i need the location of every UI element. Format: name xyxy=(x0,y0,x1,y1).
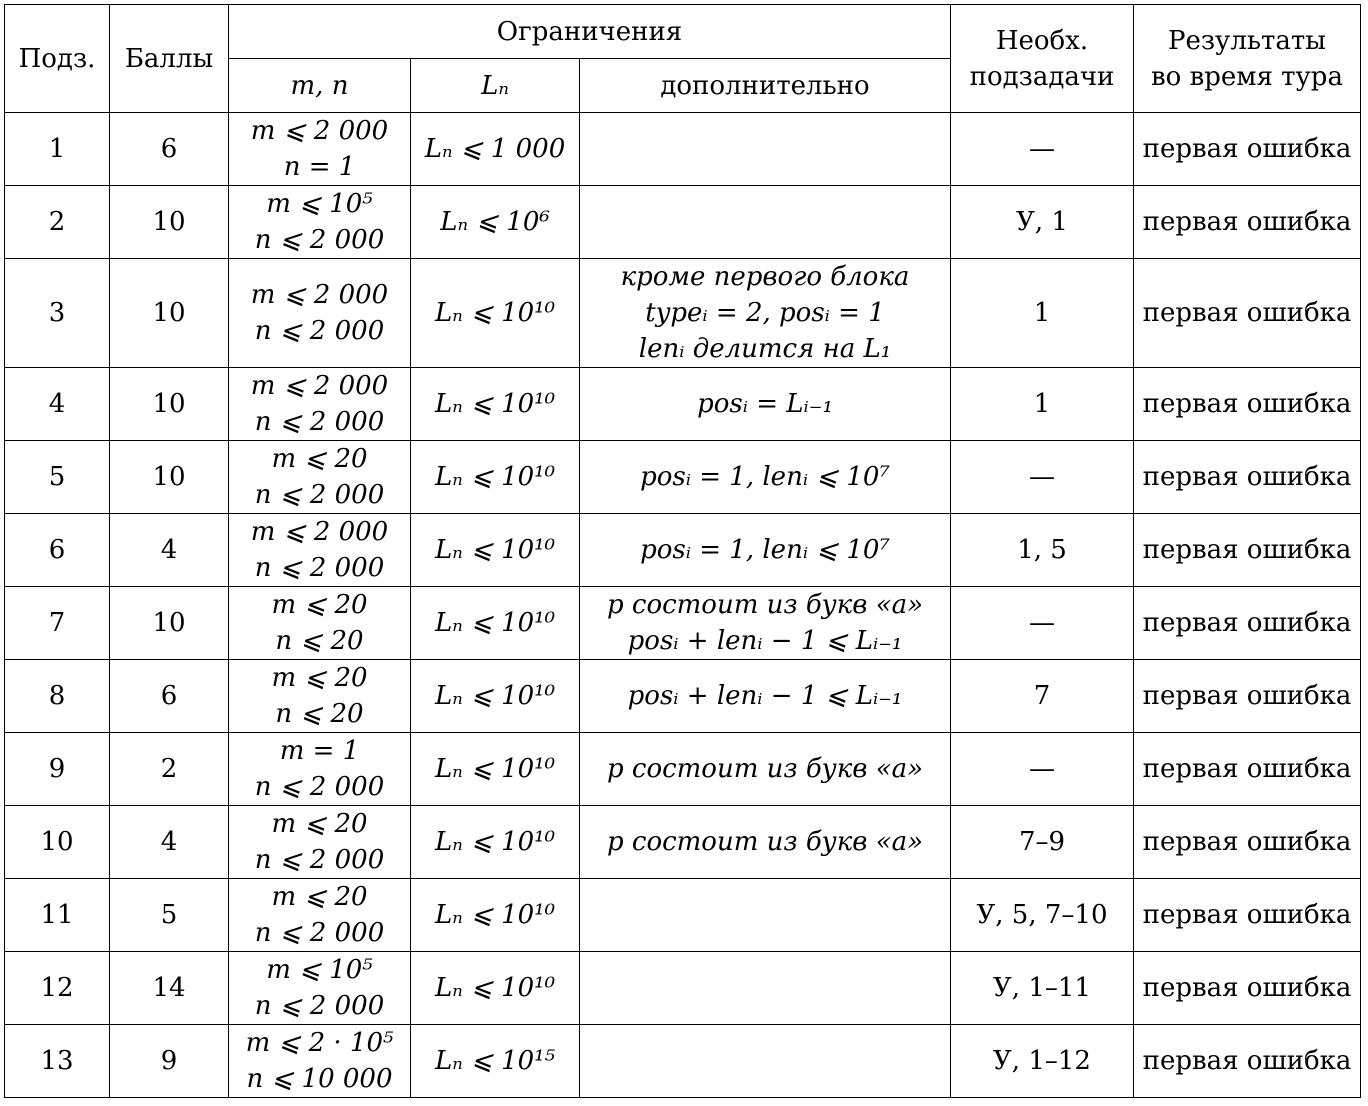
cell-points: 4 xyxy=(110,806,229,879)
cell-points: 10 xyxy=(110,259,229,368)
header-ln: Lₙ xyxy=(411,59,580,113)
header-points: Баллы xyxy=(110,5,229,113)
cell-n-constraint: n ⩽ 2 000 xyxy=(254,918,385,948)
additional-line: posᵢ = 1, lenᵢ ⩽ 10⁷ xyxy=(640,462,890,492)
additional-line: p состоит из букв «a» xyxy=(606,754,924,784)
header-additional: дополнительно xyxy=(580,59,951,113)
header-required-line2: подзадачи xyxy=(969,61,1115,92)
cell-additional xyxy=(580,733,951,806)
cell-m-constraint: m ⩽ 2 000 xyxy=(250,280,389,310)
cell-required: — xyxy=(951,733,1134,806)
cell-additional xyxy=(580,879,951,952)
cell-required: У, 1 xyxy=(951,186,1134,259)
cell-results: первая ошибка xyxy=(1134,587,1361,660)
cell-m-constraint: m ⩽ 2 000 xyxy=(250,517,389,547)
table-row xyxy=(5,441,1361,514)
cell-additional xyxy=(580,587,951,660)
cell-results: первая ошибка xyxy=(1134,368,1361,441)
cell-subtask: 2 xyxy=(5,186,110,259)
cell-results: первая ошибка xyxy=(1134,514,1361,587)
cell-m-constraint: m ⩽ 20 xyxy=(271,663,368,693)
table-row xyxy=(5,368,1361,441)
cell-required: У, 1–11 xyxy=(951,952,1134,1025)
cell-mn xyxy=(229,514,411,587)
cell-m-constraint: m ⩽ 10⁵ xyxy=(266,955,373,985)
additional-line: lenᵢ делится на L₁ xyxy=(638,334,892,364)
cell-ln: Lₙ ⩽ 10¹⁰ xyxy=(411,879,580,952)
cell-n-constraint: n ⩽ 2 000 xyxy=(254,991,385,1021)
cell-additional xyxy=(580,113,951,186)
additional-line: кроме первого блока xyxy=(620,262,910,292)
cell-results: первая ошибка xyxy=(1134,733,1361,806)
cell-points: 9 xyxy=(110,1025,229,1098)
cell-additional xyxy=(580,514,951,587)
cell-subtask: 1 xyxy=(5,113,110,186)
cell-points: 4 xyxy=(110,514,229,587)
cell-required: У, 5, 7–10 xyxy=(951,879,1134,952)
cell-ln: Lₙ ⩽ 10¹⁰ xyxy=(411,368,580,441)
cell-results: первая ошибка xyxy=(1134,660,1361,733)
cell-results: первая ошибка xyxy=(1134,186,1361,259)
cell-m-constraint: m ⩽ 2 000 xyxy=(250,116,389,146)
cell-additional xyxy=(580,368,951,441)
cell-ln: Lₙ ⩽ 1 000 xyxy=(411,113,580,186)
table-row xyxy=(5,514,1361,587)
additional-line: posᵢ + lenᵢ − 1 ⩽ Lᵢ₋₁ xyxy=(627,681,903,711)
cell-required: 7 xyxy=(951,660,1134,733)
cell-n-constraint: n ⩽ 20 xyxy=(275,626,364,656)
cell-additional xyxy=(580,952,951,1025)
cell-results: первая ошибка xyxy=(1134,952,1361,1025)
subtasks-table xyxy=(4,4,1361,1098)
cell-m-constraint: m ⩽ 2 · 10⁵ xyxy=(245,1028,394,1058)
table-row xyxy=(5,806,1361,879)
cell-required: 1 xyxy=(951,259,1134,368)
cell-n-constraint: n ⩽ 10 000 xyxy=(246,1064,393,1094)
cell-points: 2 xyxy=(110,733,229,806)
additional-line: posᵢ + lenᵢ − 1 ⩽ Lᵢ₋₁ xyxy=(627,626,903,656)
cell-subtask: 12 xyxy=(5,952,110,1025)
cell-subtask: 8 xyxy=(5,660,110,733)
cell-mn xyxy=(229,733,411,806)
cell-points: 10 xyxy=(110,186,229,259)
cell-additional xyxy=(580,660,951,733)
header-mn: m, n xyxy=(229,59,411,113)
cell-mn xyxy=(229,1025,411,1098)
additional-line: posᵢ = Lᵢ₋₁ xyxy=(697,389,833,419)
cell-m-constraint: m ⩽ 20 xyxy=(271,809,368,839)
cell-results: первая ошибка xyxy=(1134,1025,1361,1098)
cell-additional xyxy=(580,1025,951,1098)
cell-m-constraint: m ⩽ 20 xyxy=(271,590,368,620)
cell-additional xyxy=(580,259,951,368)
cell-ln: Lₙ ⩽ 10¹⁰ xyxy=(411,441,580,514)
cell-n-constraint: n ⩽ 2 000 xyxy=(254,772,385,802)
cell-results: первая ошибка xyxy=(1134,113,1361,186)
header-subtask: Подз. xyxy=(5,5,110,113)
cell-points: 10 xyxy=(110,368,229,441)
cell-subtask: 5 xyxy=(5,441,110,514)
cell-ln: Lₙ ⩽ 10¹⁰ xyxy=(411,952,580,1025)
cell-ln: Lₙ ⩽ 10¹⁰ xyxy=(411,660,580,733)
cell-ln: Lₙ ⩽ 10¹⁰ xyxy=(411,806,580,879)
cell-required: — xyxy=(951,587,1134,660)
cell-additional xyxy=(580,806,951,879)
cell-points: 10 xyxy=(110,441,229,514)
cell-subtask: 7 xyxy=(5,587,110,660)
cell-n-constraint: n ⩽ 2 000 xyxy=(254,316,385,346)
cell-points: 6 xyxy=(110,113,229,186)
cell-mn xyxy=(229,186,411,259)
table-row xyxy=(5,186,1361,259)
cell-ln: Lₙ ⩽ 10¹⁰ xyxy=(411,587,580,660)
cell-n-constraint: n ⩽ 2 000 xyxy=(254,553,385,583)
cell-points: 5 xyxy=(110,879,229,952)
table-row xyxy=(5,660,1361,733)
cell-mn xyxy=(229,368,411,441)
table-row xyxy=(5,113,1361,186)
cell-ln: Lₙ ⩽ 10¹⁵ xyxy=(411,1025,580,1098)
cell-required: — xyxy=(951,441,1134,514)
cell-mn xyxy=(229,113,411,186)
cell-ln: Lₙ ⩽ 10¹⁰ xyxy=(411,259,580,368)
cell-subtask: 11 xyxy=(5,879,110,952)
cell-additional xyxy=(580,186,951,259)
cell-results: первая ошибка xyxy=(1134,806,1361,879)
cell-m-constraint: m ⩽ 20 xyxy=(271,882,368,912)
header-results xyxy=(1134,5,1361,113)
cell-ln: Lₙ ⩽ 10⁶ xyxy=(411,186,580,259)
cell-results: первая ошибка xyxy=(1134,879,1361,952)
table-row xyxy=(5,733,1361,806)
cell-required: 7–9 xyxy=(951,806,1134,879)
cell-m-constraint: m ⩽ 20 xyxy=(271,444,368,474)
cell-m-constraint: m ⩽ 2 000 xyxy=(250,371,389,401)
cell-subtask: 10 xyxy=(5,806,110,879)
header-required-line1: Необх. xyxy=(995,25,1089,56)
cell-subtask: 13 xyxy=(5,1025,110,1098)
cell-mn xyxy=(229,259,411,368)
cell-additional xyxy=(580,441,951,514)
cell-mn xyxy=(229,879,411,952)
cell-results: первая ошибка xyxy=(1134,441,1361,514)
table-body xyxy=(5,113,1361,1098)
cell-n-constraint: n ⩽ 2 000 xyxy=(254,407,385,437)
header-constraints: Ограничения xyxy=(229,5,951,59)
cell-required: — xyxy=(951,113,1134,186)
cell-n-constraint: n ⩽ 20 xyxy=(275,699,364,729)
cell-required: 1, 5 xyxy=(951,514,1134,587)
cell-m-constraint: m = 1 xyxy=(279,736,360,766)
header-results-line2: во время тура xyxy=(1151,61,1343,92)
cell-subtask: 9 xyxy=(5,733,110,806)
header-results-line1: Результаты xyxy=(1168,25,1326,56)
cell-subtask: 3 xyxy=(5,259,110,368)
additional-line: typeᵢ = 2, posᵢ = 1 xyxy=(645,298,885,328)
cell-points: 10 xyxy=(110,587,229,660)
additional-line: p состоит из букв «a» xyxy=(606,590,924,620)
cell-m-constraint: m ⩽ 10⁵ xyxy=(266,189,373,219)
cell-mn xyxy=(229,660,411,733)
table-row xyxy=(5,587,1361,660)
cell-ln: Lₙ ⩽ 10¹⁰ xyxy=(411,733,580,806)
table-row xyxy=(5,1025,1361,1098)
cell-mn xyxy=(229,441,411,514)
cell-points: 14 xyxy=(110,952,229,1025)
cell-ln: Lₙ ⩽ 10¹⁰ xyxy=(411,514,580,587)
cell-points: 6 xyxy=(110,660,229,733)
table-row xyxy=(5,879,1361,952)
cell-mn xyxy=(229,806,411,879)
cell-n-constraint: n ⩽ 2 000 xyxy=(254,480,385,510)
table-row xyxy=(5,952,1361,1025)
table-row xyxy=(5,259,1361,368)
cell-subtask: 4 xyxy=(5,368,110,441)
cell-n-constraint: n ⩽ 2 000 xyxy=(254,225,385,255)
cell-required: У, 1–12 xyxy=(951,1025,1134,1098)
additional-line: p состоит из букв «a» xyxy=(606,827,924,857)
cell-n-constraint: n = 1 xyxy=(283,152,356,182)
cell-mn xyxy=(229,952,411,1025)
cell-required: 1 xyxy=(951,368,1134,441)
additional-line: posᵢ = 1, lenᵢ ⩽ 10⁷ xyxy=(640,535,890,565)
cell-subtask: 6 xyxy=(5,514,110,587)
header-required xyxy=(951,5,1134,113)
cell-n-constraint: n ⩽ 2 000 xyxy=(254,845,385,875)
cell-results: первая ошибка xyxy=(1134,259,1361,368)
cell-mn xyxy=(229,587,411,660)
